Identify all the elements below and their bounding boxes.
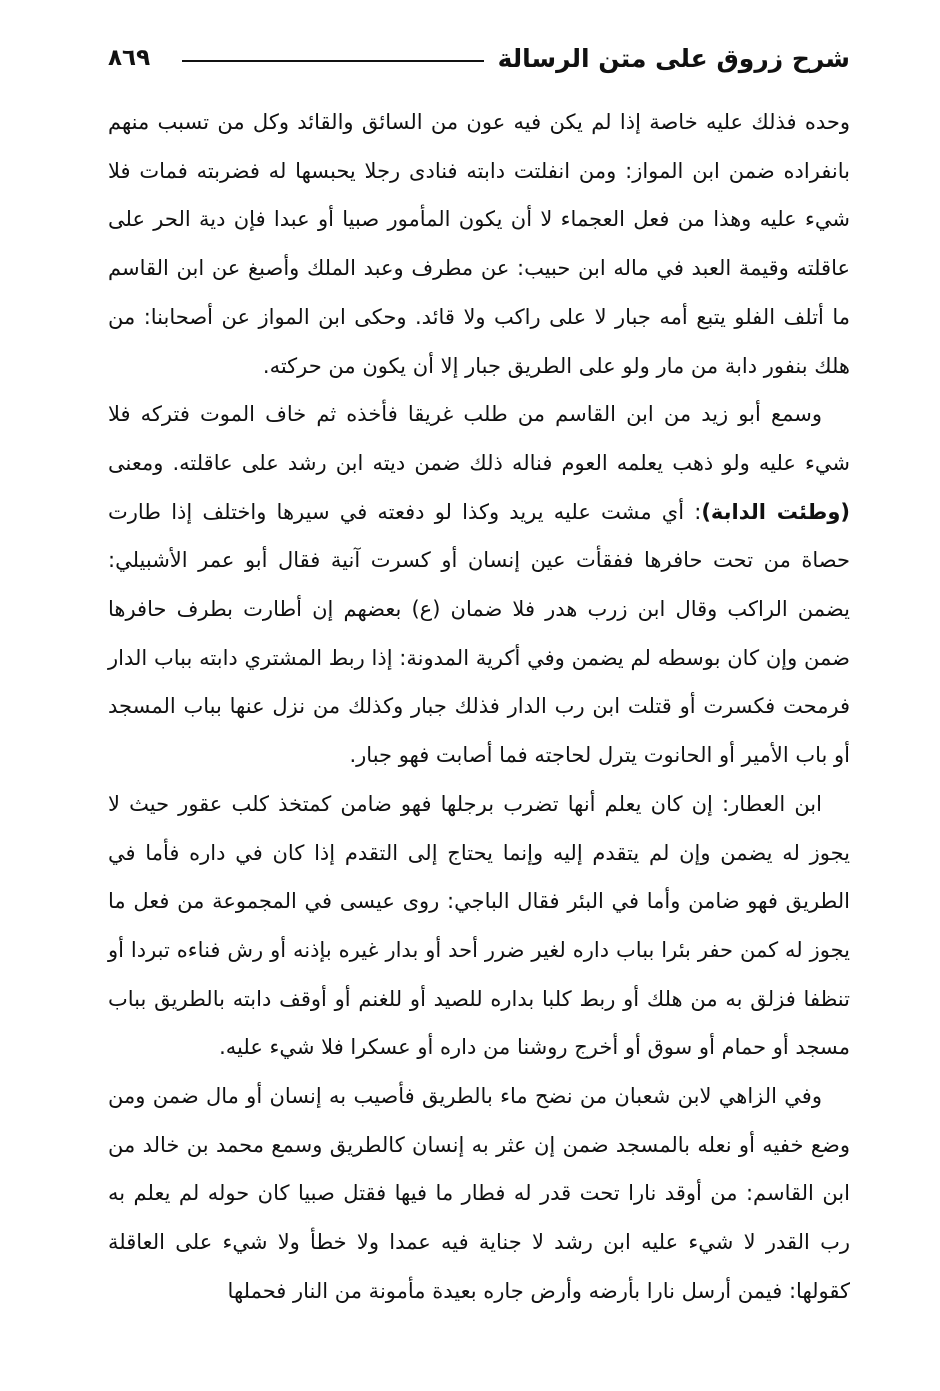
paragraph-1: وحده فذلك عليه خاصة إذا لم يكن فيه عون من السائق والقائد وكل من تسبب منهم بانفراده ضمن ابن المواز: ومن انفلتت دابته فنادى رجلا يحبسها له فضربته فمات فلا شيء عليه وهذا من فعل العجماء لا أن يكون المأمور صبيا أو عبدا فإن دية الحر على عاقلته وقيمة العبد في ماله ابن حبيب: عن مطرف وعبد الملك وأصبغ عن ابن القاسم ما أتلف الفلو يتبع أمه جبار لا على راكب ولا قائد. وحكى ابن المواز عن أصحابنا: من هلك بنفور دابة من مار ولو على الطريق جبار إلا أن يكون من حركته.: [108, 110, 850, 378]
body-text: [108, 98, 850, 1316]
page-header: [108, 36, 850, 80]
paragraph-2: [108, 390, 850, 780]
paragraph-3: ابن العطار: إن كان يعلم أنها تضرب برجلها فهو ضامن كمتخذ كلب عقور حيث لا يجوز له يضمن وإن لم يتقدم إليه وإنما يحتاج إلى التقدم إذا كان في داره فأما في الطريق فهو ضامن وأما في البئر فقال الباجي: روى عيسى في المجموعة من فعل ما يجوز له كمن حفر بئرا بباب داره لغير ضرر أحد أو بدار غيره بإذنه أو رش فناءه تبردا أو تنظفا فزلق به من هلك أو ربط كلبا بداره للصيد أو للغنم أو أوقف دابته بالطريق بباب مسجد أو حمام أو سوق أو أخرج روشنا من داره أو عسكرا فلا شيء عليه.: [108, 791, 850, 1060]
page-number: ٨٦٩: [108, 45, 151, 71]
paragraph-2-text-before: وسمع أبو زيد من ابن القاسم من طلب غريقا فأخذه ثم خاف الموت فتركه فلا شيء عليه ولو ذهب يعلمه العوم فناله ذلك ضمن ديته ابن رشد على عاقلته. ومعنى: [108, 402, 850, 475]
header-rule: [182, 60, 483, 62]
running-title: شرح زروق على متن الرسالة: [497, 43, 850, 73]
paragraph-2-term: (وطئت الدابة): [701, 499, 850, 524]
paragraph-2-text-after: : أي مشت عليه يريد وكذا لو دفعته في سيرها واختلف إذا طارت حصاة من تحت حافرها ففقأت عين إنسان أو كسرت آنية فقال أبو عمر الأشبيلي: يضمن الراكب وقال ابن زرب هدر فلا ضمان (ع) بعضهم إن أطارت بطرف حافرها ضمن وإن كان بوسطه لم يضمن وفي أكرية المدونة: إذا ربط المشتري دابته بباب الدار فرمحت فكسرت أو قتلت ابن رب الدار فذلك جبار وكذلك من نزل عنها بباب المسجد أو باب الأمير أو الحانوت يترل لحاجته فما أصابت فهو جبار.: [108, 499, 850, 768]
paragraph-4: وفي الزاهي لابن شعبان من نضح ماء بالطريق فأصيب به إنسان أو مال ضمن ومن وضع خفيه أو نعله بالمسجد ضمن إن عثر به إنسان كالطريق وسمع محمد بن خالد من ابن القاسم: من أوقد نارا تحت قدر له فطار ما فيها فقتل صبيا كان حوله لم يعلم به رب القدر لا شيء عليه ابن رشد لا جناية فيه عمدا ولا خطأ ولا شيء على العاقلة كقولها: فيمن أرسل نارا بأرضه وأرض جاره بعيدة مأمونة من النار فحملها: [108, 1084, 850, 1303]
